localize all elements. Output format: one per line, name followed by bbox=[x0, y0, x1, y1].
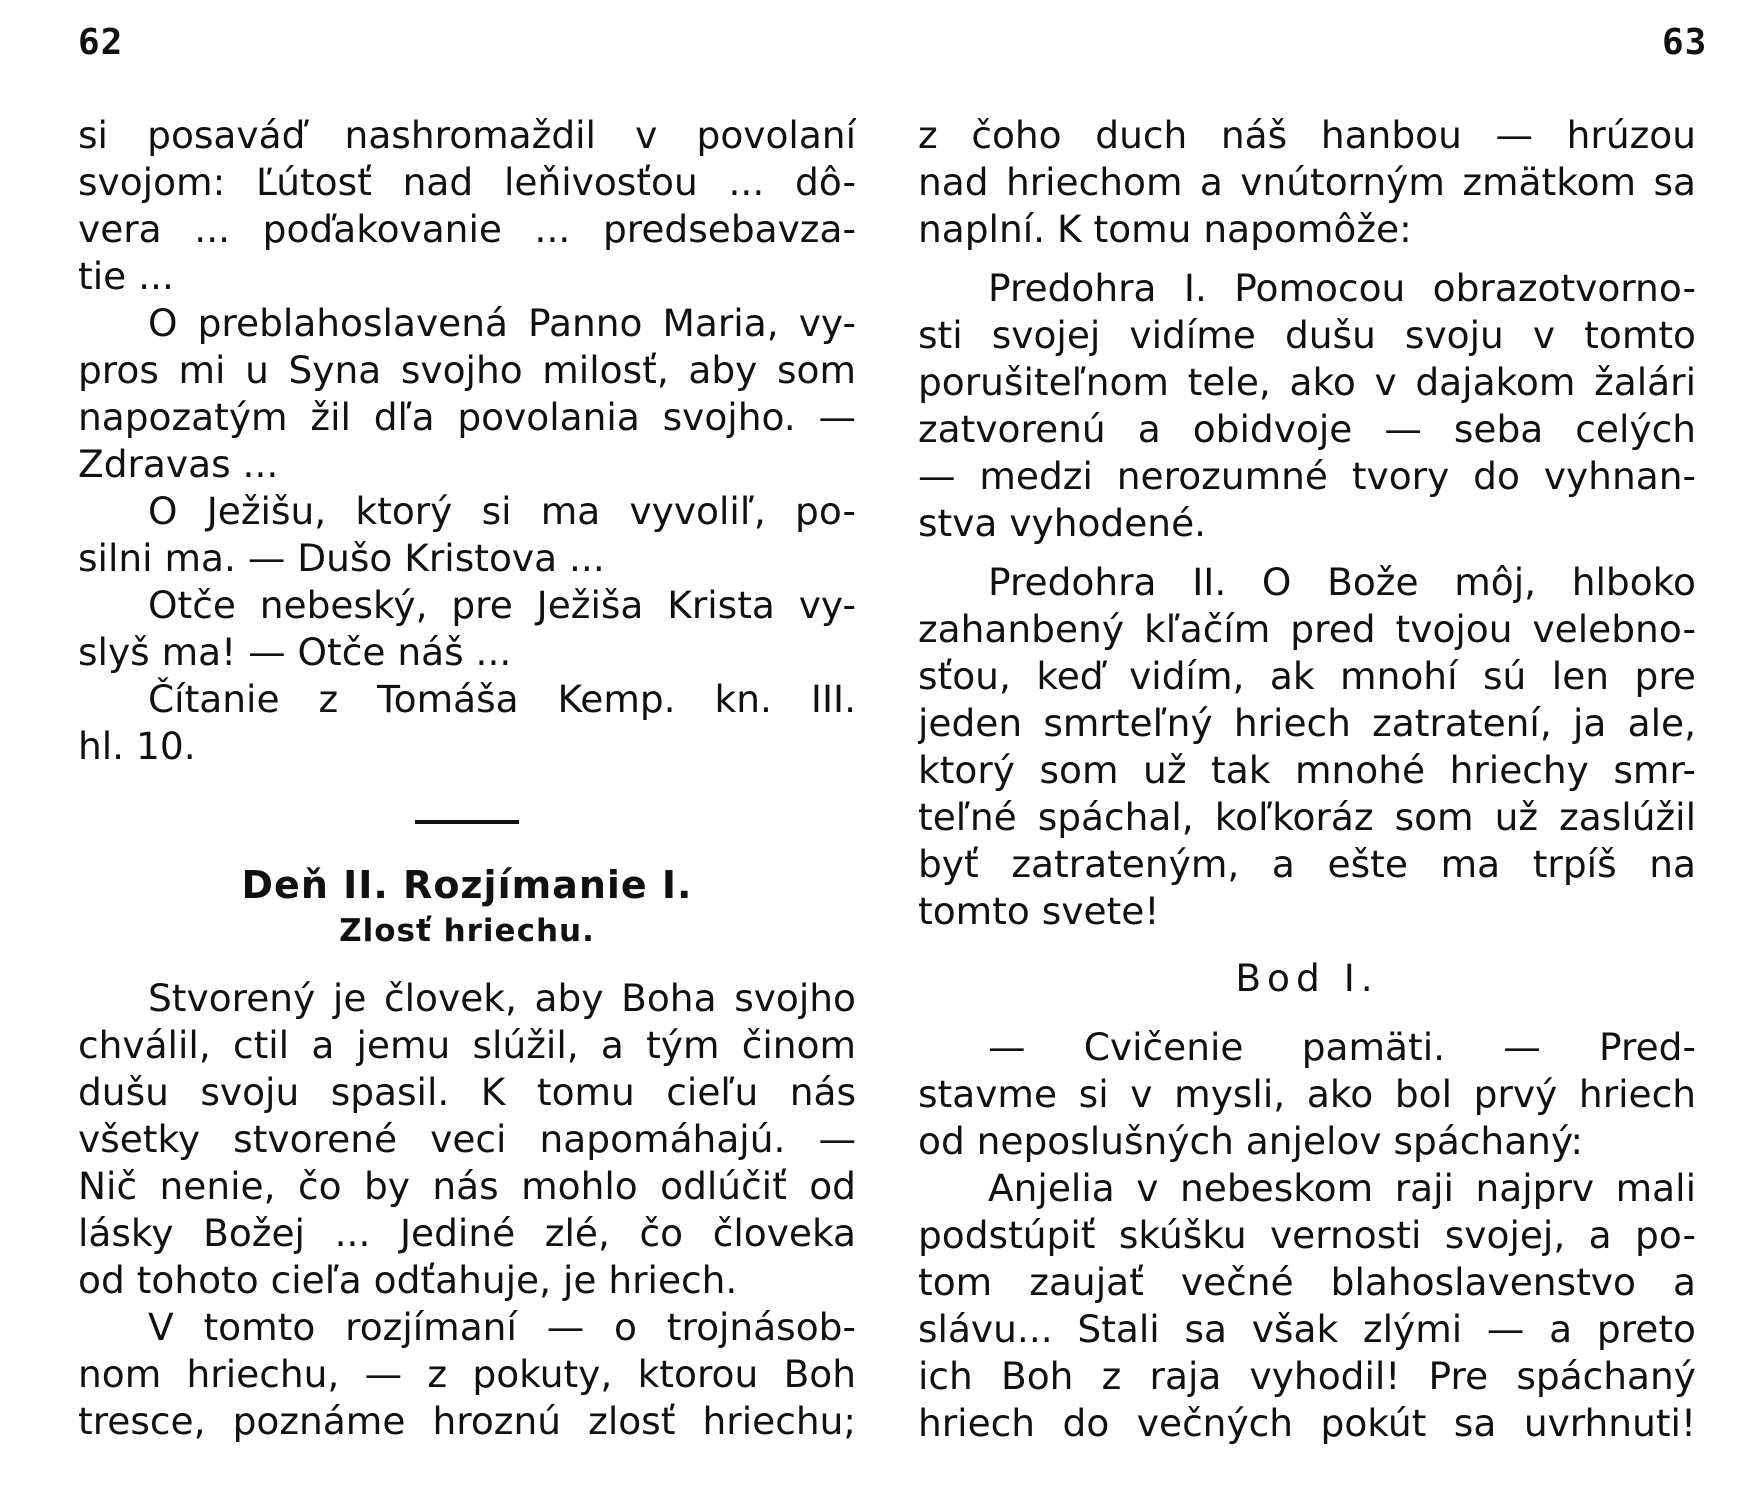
text-line: nom hriechu, — z pokuty, ktorou Boh bbox=[78, 1352, 856, 1396]
text-line: Čítanie z Tomáša Kemp. kn. III. bbox=[148, 677, 856, 721]
text-line: Otče nebeský, pre Ježiša Krista vy- bbox=[148, 583, 856, 627]
right-page-column bbox=[918, 112, 1696, 1447]
text-line: tom zaujať večné blahoslavenstvo a bbox=[918, 1260, 1696, 1304]
text-line: tie ... bbox=[78, 254, 174, 298]
left-page-column bbox=[78, 112, 856, 1445]
text-line: od neposlušných anjelov spáchaný: bbox=[918, 1119, 1584, 1163]
chapter-subheading: Zlosť hriechu. bbox=[339, 913, 595, 949]
text-line: slávu... Stali sa však zlými — a preto bbox=[918, 1307, 1696, 1351]
text-line: jeden smrteľný hriech zatratení, ja ale, bbox=[918, 701, 1696, 745]
text-line: Predohra II. O Bože môj, hlboko bbox=[988, 560, 1696, 604]
text-line: Anjelia v nebeskom raji najprv mali bbox=[988, 1166, 1696, 1210]
text-line: V tomto rozjímaní — o trojnásob- bbox=[148, 1305, 856, 1349]
text-line: dušu svoju spasil. K tomu cieľu nás bbox=[78, 1070, 856, 1114]
text-line: podstúpiť skúšku vernosti svojej, a po- bbox=[918, 1213, 1696, 1257]
text-line: z čoho duch náš hanbou — hrúzou bbox=[918, 113, 1696, 157]
text-line: teľné spáchal, koľkoráz som už zaslúžil bbox=[918, 795, 1696, 839]
text-line: lásky Božej ... Jediné zlé, čo človeka bbox=[78, 1211, 856, 1255]
text-line: — Cvičenie pamäti. — Pred- bbox=[988, 1025, 1696, 1069]
text-line: zatvorenú a obidvoje — seba celých bbox=[918, 407, 1696, 451]
text-line: všetky stvorené veci napomáhajú. — bbox=[78, 1117, 856, 1161]
text-line: napozatým žil dľa povolania svojho. — bbox=[78, 395, 856, 439]
text-line: tomto svete! bbox=[918, 889, 1160, 933]
section-heading-bod: Bod I. bbox=[1235, 956, 1379, 1000]
text-line: od tohoto cieľa odťahuje, je hriech. bbox=[78, 1258, 738, 1302]
text-line: Predohra I. Pomocou obrazotvorno- bbox=[988, 266, 1696, 310]
text-line: ich Boh z raja vyhodil! Pre spáchaný bbox=[918, 1354, 1696, 1398]
text-line: si posaváď nashromaždil v povolaní bbox=[78, 113, 856, 157]
text-line: porušiteľnom tele, ako v dajakom žalári bbox=[918, 360, 1696, 404]
page-number-right: 63 bbox=[1662, 22, 1708, 63]
text-line: sti svojej vidíme dušu svoju v tomto bbox=[918, 313, 1696, 357]
text-line: pros mi u Syna svojho milosť, aby som bbox=[78, 348, 856, 392]
text-line: svojom: Ľútosť nad leňivosťou ... dô- bbox=[78, 160, 856, 204]
text-line: Stvorený je človek, aby Boha svojho bbox=[148, 976, 856, 1020]
text-line: byť zatrateným, a ešte ma trpíš na bbox=[918, 842, 1696, 886]
text-line: O Ježišu, ktorý si ma vyvoliľ, po- bbox=[148, 489, 856, 533]
text-line: naplní. K tomu napomôže: bbox=[918, 207, 1412, 251]
text-line: sťou, keď vidím, ak mnohí sú len pre bbox=[918, 654, 1696, 698]
section-divider bbox=[415, 820, 519, 824]
text-line: tresce, poznáme hroznú zlosť hriechu; bbox=[78, 1399, 856, 1443]
text-line: hriech do večných pokút sa uvrhnuti! bbox=[918, 1401, 1696, 1445]
text-line: Nič nenie, čo by nás mohlo odlúčiť od bbox=[78, 1164, 856, 1208]
text-line: nad hriechom a vnútorným zmätkom sa bbox=[918, 160, 1696, 204]
text-line: Zdravas ... bbox=[78, 442, 279, 486]
text-line: vera ... poďakovanie ... predsebavza- bbox=[78, 207, 856, 251]
text-line: silni ma. — Dušo Kristova ... bbox=[78, 536, 605, 580]
text-line: — medzi nerozumné tvory do vyhnan- bbox=[918, 454, 1696, 498]
text-line: chválil, ctil a jemu slúžil, a tým činom bbox=[78, 1023, 856, 1067]
page-number-left: 62 bbox=[78, 22, 124, 63]
text-line: O preblahoslavená Panno Maria, vy- bbox=[148, 301, 856, 345]
chapter-heading: Deň II. Rozjímanie I. bbox=[241, 863, 693, 907]
text-line: stva vyhodené. bbox=[918, 501, 1207, 545]
text-line: ktorý som už tak mnohé hriechy smr- bbox=[918, 748, 1696, 792]
text-line: stavme si v mysli, ako bol prvý hriech bbox=[918, 1072, 1696, 1116]
text-line: slyš ma! — Otče náš ... bbox=[78, 630, 512, 674]
text-line: hl. 10. bbox=[78, 724, 196, 768]
text-line: zahanbený kľačím pred tvojou velebno- bbox=[918, 607, 1696, 651]
